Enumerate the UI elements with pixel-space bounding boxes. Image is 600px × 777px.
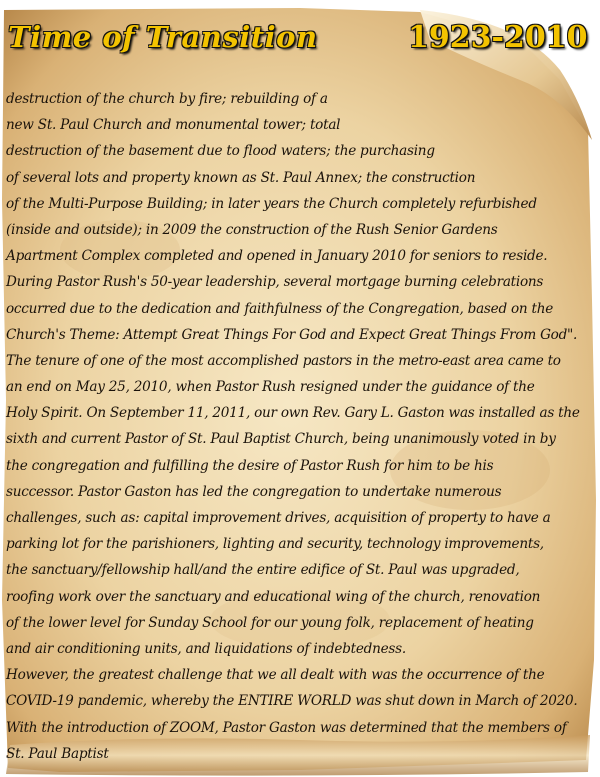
body-text-line: Apartment Complex completed and opened in January 2010 for seniors to reside. xyxy=(6,248,548,265)
body-text-line: of several lots and property known as St. Paul Annex; the construction xyxy=(6,169,476,186)
page-title: Time of Transition xyxy=(8,20,318,54)
body-text-line: sixth and current Pastor of St. Paul Baptist Church, being unanimously voted in by xyxy=(6,431,556,448)
body-text-line: roofing work over the sanctuary and educational wing of the church, renovation xyxy=(6,588,541,605)
body-text-line: COVID-19 pandemic, whereby the ENTIRE WORLD was shut down in March of 2020. xyxy=(6,693,578,710)
body-text-line: Church's Theme: Attempt Great Things For God and Expect Great Things From God". xyxy=(6,326,578,343)
body-text-line: occurred due to the dedication and faithfulness of the Congregation, based on the xyxy=(6,300,554,317)
body-text-line: parking lot for the parishioners, lighting and security, technology improvements, xyxy=(6,536,544,553)
body-text xyxy=(6,86,598,767)
body-text-line: and air conditioning units, and liquidations of indebtedness. xyxy=(6,640,406,657)
body-text-line: an end on May 25, 2010, when Pastor Rush resigned under the guidance of the xyxy=(6,379,535,396)
body-text-line: the congregation and fulfilling the desire of Pastor Rush for him to be his xyxy=(6,457,494,474)
body-text-line: During Pastor Rush's 50-year leadership, several mortgage burning celebrations xyxy=(6,274,544,291)
body-text-line: destruction of the basement due to flood waters; the purchasing xyxy=(6,143,435,160)
body-text-line: successor. Pastor Gaston has led the congregation to undertake numerous xyxy=(6,483,502,500)
body-text-line: (inside and outside); in 2009 the construction of the Rush Senior Gardens xyxy=(6,221,498,238)
body-text-line: of the lower level for Sunday School for our young folk, replacement of heating xyxy=(6,614,534,631)
body-text-line: Holy Spirit. On September 11, 2011, our own Rev. Gary L. Gaston was installed as the xyxy=(6,405,580,422)
body-text-line: new St. Paul Church and monumental tower; total xyxy=(6,117,341,134)
year-range: 1923-2010 xyxy=(408,20,588,55)
body-text-line: St. Paul Baptist xyxy=(6,745,109,762)
body-text-line: the sanctuary/fellowship hall/and the entire edifice of St. Paul was upgraded, xyxy=(6,562,520,579)
body-text-line: challenges, such as: capital improvement drives, acquisition of property to have a xyxy=(6,510,551,526)
body-text-line: With the introduction of ZOOM, Pastor Gaston was determined that the members of xyxy=(6,719,567,736)
body-text-line: The tenure of one of the most accomplished pastors in the metro-east area came to xyxy=(6,352,561,369)
body-text-line: destruction of the church by fire; rebuilding of a xyxy=(6,91,328,107)
body-text-line: of the Multi-Purpose Building; in later years the Church completely refurbished xyxy=(6,195,537,212)
body-text-line: However, the greatest challenge that we all dealt with was the occurrence of the xyxy=(6,667,545,684)
